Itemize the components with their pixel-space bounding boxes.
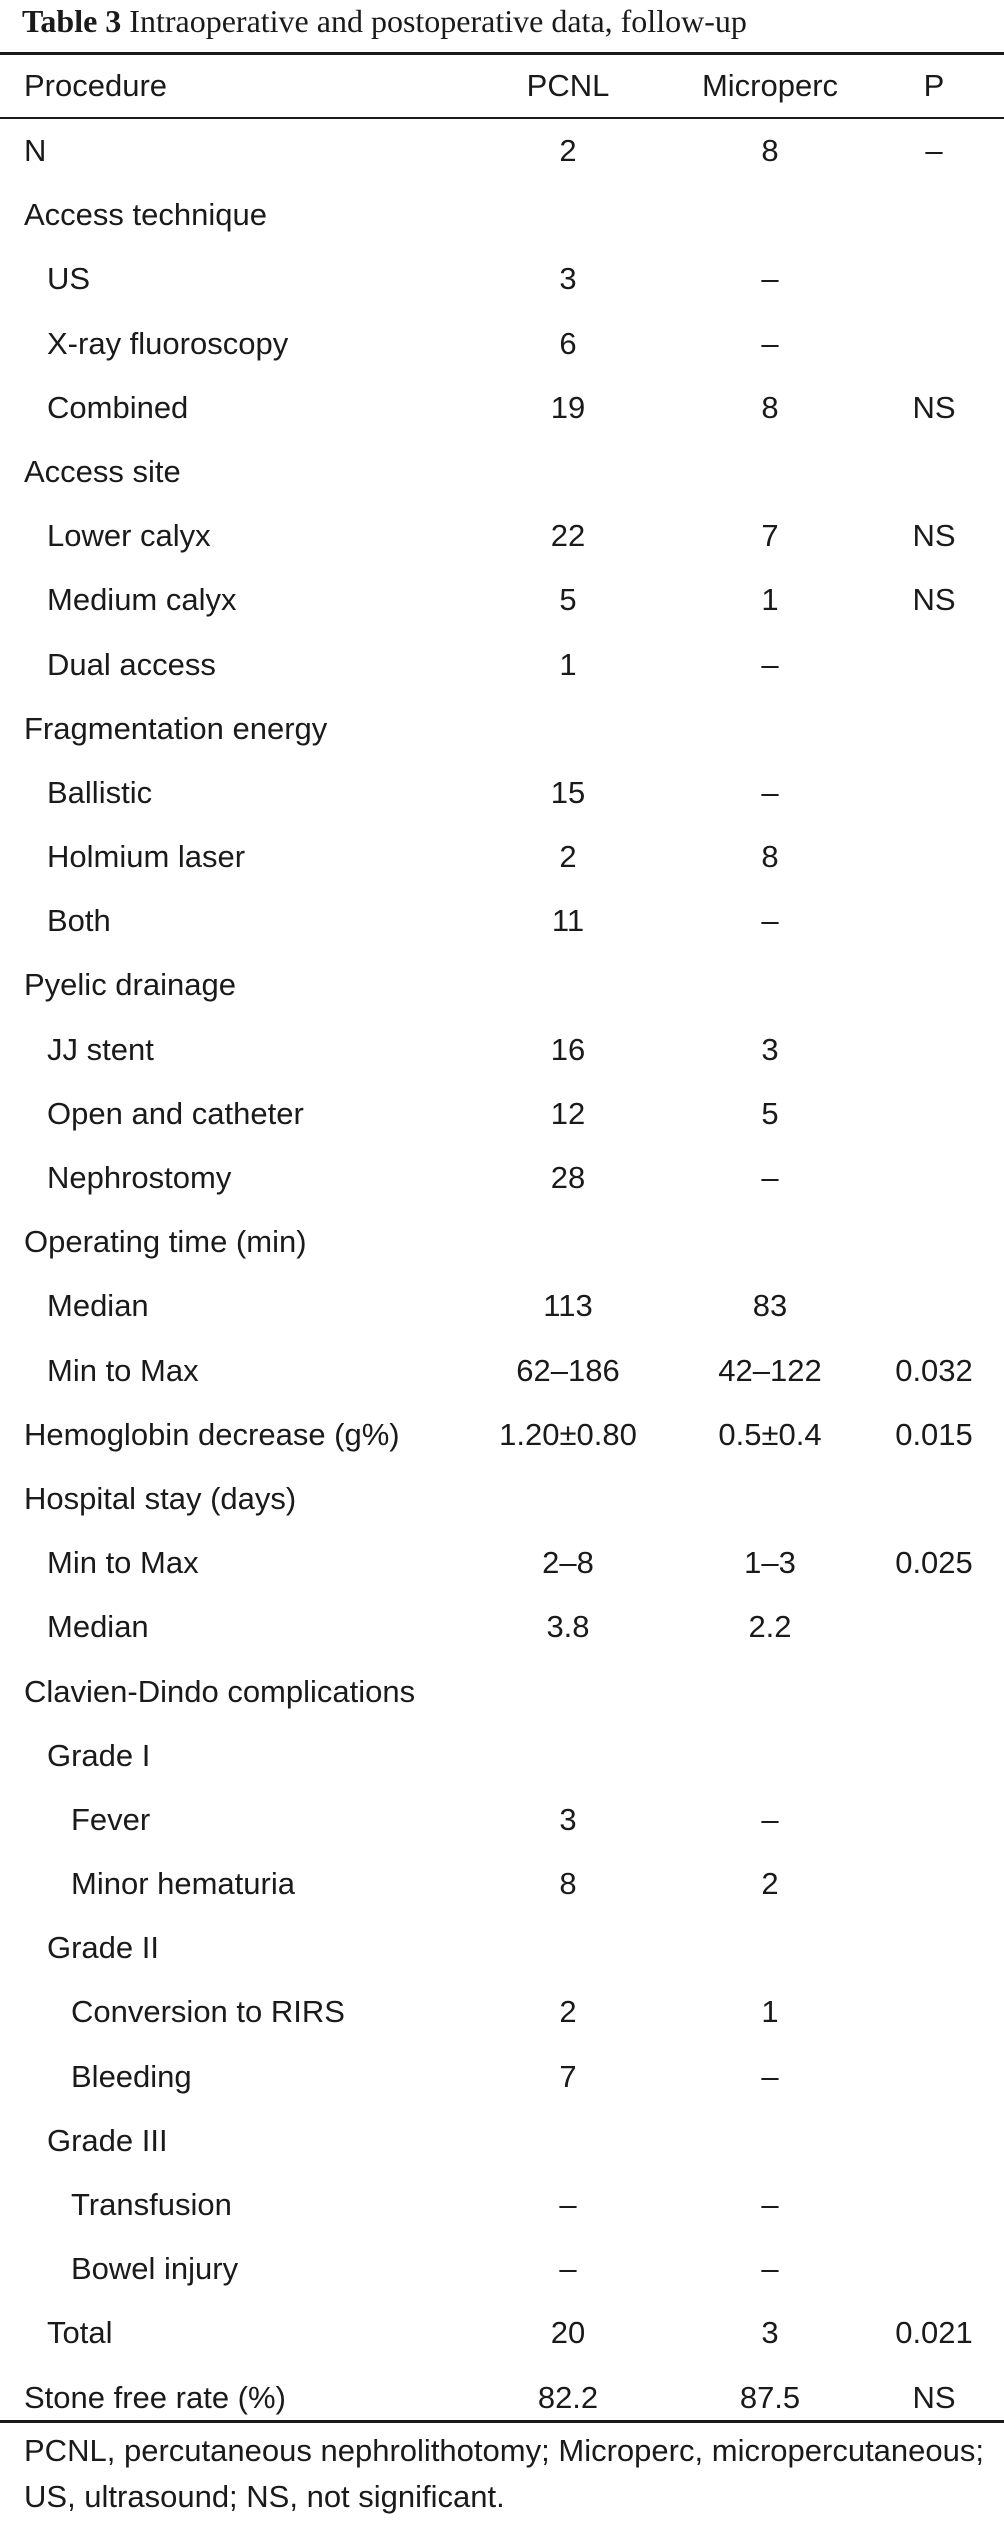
table-caption-label: Table 3 bbox=[22, 3, 122, 39]
row-label: Pyelic drainage bbox=[24, 967, 236, 1003]
row-label: Median bbox=[47, 1288, 149, 1324]
cell-pcnl bbox=[470, 1724, 666, 1788]
cell-p-value bbox=[870, 1916, 998, 1980]
header-p: P bbox=[923, 68, 945, 103]
row-label: Access site bbox=[24, 453, 181, 489]
row-label: Dual access bbox=[47, 646, 216, 682]
row-label: Conversion to RIRS bbox=[71, 1994, 345, 2030]
cell-p-value: NS bbox=[912, 582, 956, 618]
table-bottom-rule bbox=[0, 2420, 1004, 2423]
cell-pcnl: 12 bbox=[550, 1095, 586, 1131]
row-label: Nephrostomy bbox=[47, 1160, 232, 1195]
cell-microperc bbox=[672, 1660, 868, 1724]
row-label: Both bbox=[47, 903, 111, 939]
row-label: Grade I bbox=[47, 1737, 151, 1773]
cell-pcnl: 62–186 bbox=[516, 1352, 620, 1388]
cell-p-value: – bbox=[925, 133, 943, 168]
table-row bbox=[0, 697, 1004, 761]
table-row bbox=[0, 1788, 1004, 1852]
cell-microperc: 2.2 bbox=[748, 1609, 792, 1645]
row-label: Bowel injury bbox=[71, 2251, 239, 2287]
cell-p-value bbox=[870, 2045, 998, 2109]
cell-microperc bbox=[672, 183, 868, 247]
row-label: JJ stent bbox=[47, 1031, 154, 1067]
table-header-row bbox=[0, 55, 1004, 117]
cell-pcnl bbox=[470, 1660, 666, 1724]
row-label: Stone free rate (%) bbox=[24, 2379, 286, 2415]
cell-pcnl: 5 bbox=[559, 582, 577, 618]
row-label: Clavien-Dindo complications bbox=[24, 1673, 416, 1709]
cell-pcnl: 3.8 bbox=[546, 1609, 590, 1645]
table-body bbox=[0, 119, 1004, 2430]
cell-pcnl: 16 bbox=[550, 1031, 586, 1067]
cell-microperc: 2 bbox=[761, 1866, 779, 1902]
cell-p-value bbox=[870, 247, 998, 311]
table-row bbox=[0, 1467, 1004, 1531]
table-caption-text: Intraoperative and postoperative data, follow-up bbox=[129, 3, 747, 39]
cell-p-value bbox=[870, 1146, 998, 1210]
table-row bbox=[0, 119, 1004, 183]
cell-microperc: – bbox=[761, 774, 779, 810]
cell-pcnl bbox=[470, 183, 666, 247]
cell-microperc: – bbox=[761, 1801, 779, 1837]
table-row bbox=[0, 953, 1004, 1017]
cell-p-value bbox=[870, 183, 998, 247]
cell-pcnl: 8 bbox=[559, 1866, 577, 1902]
row-label: Fever bbox=[71, 1801, 151, 1837]
row-label: Lower calyx bbox=[47, 518, 211, 554]
table-row bbox=[0, 761, 1004, 825]
cell-pcnl bbox=[470, 1916, 666, 1980]
cell-p-value: NS bbox=[912, 518, 956, 554]
cell-microperc: – bbox=[761, 261, 779, 297]
row-label: US bbox=[47, 261, 91, 297]
cell-pcnl bbox=[470, 2109, 666, 2173]
table-row bbox=[0, 1018, 1004, 1082]
cell-pcnl: 2 bbox=[559, 133, 577, 168]
row-label: Operating time (min) bbox=[24, 1224, 307, 1260]
cell-microperc: – bbox=[761, 2058, 779, 2094]
cell-microperc: 0.5±0.4 bbox=[718, 1416, 822, 1452]
cell-pcnl: 2 bbox=[559, 839, 577, 875]
row-label: N bbox=[24, 133, 47, 168]
cell-pcnl: 7 bbox=[559, 2058, 577, 2094]
table-row bbox=[0, 312, 1004, 376]
row-label: Holmium laser bbox=[47, 839, 246, 875]
cell-microperc: 1–3 bbox=[744, 1545, 796, 1581]
cell-microperc: – bbox=[761, 2251, 779, 2287]
cell-microperc bbox=[672, 697, 868, 761]
table-row bbox=[0, 1531, 1004, 1595]
cell-pcnl: 3 bbox=[559, 1801, 577, 1837]
row-label: Min to Max bbox=[47, 1352, 199, 1388]
table-row bbox=[0, 568, 1004, 632]
cell-microperc: 83 bbox=[752, 1288, 788, 1324]
table-row bbox=[0, 1852, 1004, 1916]
cell-p-value: 0.021 bbox=[895, 2315, 973, 2351]
cell-p-value bbox=[870, 889, 998, 953]
cell-microperc: – bbox=[761, 2187, 779, 2222]
row-label: Combined bbox=[47, 389, 189, 425]
cell-p-value bbox=[870, 1980, 998, 2044]
cell-pcnl bbox=[470, 440, 666, 504]
cell-p-value bbox=[870, 953, 998, 1017]
table-row bbox=[0, 1082, 1004, 1146]
row-label: Grade II bbox=[47, 1930, 159, 1966]
cell-pcnl: 22 bbox=[550, 518, 586, 554]
cell-p-value bbox=[870, 1724, 998, 1788]
cell-p-value bbox=[870, 761, 998, 825]
cell-microperc: 8 bbox=[761, 133, 779, 168]
table-row bbox=[0, 1210, 1004, 1274]
cell-microperc bbox=[672, 1210, 868, 1274]
cell-microperc: 7 bbox=[761, 518, 779, 554]
cell-pcnl: 20 bbox=[550, 2315, 586, 2351]
table-row bbox=[0, 183, 1004, 247]
cell-microperc: 8 bbox=[761, 839, 779, 875]
cell-microperc bbox=[672, 1724, 868, 1788]
cell-microperc: – bbox=[761, 646, 779, 682]
cell-microperc bbox=[672, 1916, 868, 1980]
row-label: Median bbox=[47, 1609, 149, 1645]
cell-p-value bbox=[870, 1467, 998, 1531]
cell-microperc: 3 bbox=[761, 1031, 779, 1067]
cell-p-value: 0.015 bbox=[895, 1416, 973, 1452]
cell-p-value bbox=[870, 825, 998, 889]
cell-microperc bbox=[672, 440, 868, 504]
cell-p-value bbox=[870, 1274, 998, 1338]
table-row bbox=[0, 2173, 1004, 2237]
cell-p-value: NS bbox=[912, 389, 956, 425]
table-row bbox=[0, 1339, 1004, 1403]
table-row bbox=[0, 504, 1004, 568]
cell-p-value bbox=[870, 633, 998, 697]
row-label: Fragmentation energy bbox=[24, 710, 328, 746]
table-row bbox=[0, 889, 1004, 953]
table-row bbox=[0, 440, 1004, 504]
cell-microperc bbox=[672, 2109, 868, 2173]
cell-p-value bbox=[870, 1018, 998, 1082]
table-row bbox=[0, 376, 1004, 440]
cell-microperc: – bbox=[761, 325, 779, 361]
cell-p-value: 0.032 bbox=[895, 1352, 973, 1388]
table-row bbox=[0, 1274, 1004, 1338]
table-row bbox=[0, 1660, 1004, 1724]
cell-microperc: 42–122 bbox=[718, 1352, 822, 1388]
cell-pcnl: 15 bbox=[550, 774, 586, 810]
row-label: Access technique bbox=[24, 197, 267, 233]
table-row bbox=[0, 1980, 1004, 2044]
header-procedure: Procedure bbox=[24, 68, 168, 103]
cell-microperc: – bbox=[761, 1160, 779, 1195]
row-label: Transfusion bbox=[71, 2187, 232, 2222]
cell-pcnl: 6 bbox=[559, 325, 577, 361]
cell-p-value bbox=[870, 1082, 998, 1146]
header-pcnl: PCNL bbox=[526, 68, 610, 103]
cell-p-value bbox=[870, 440, 998, 504]
table-row bbox=[0, 2109, 1004, 2173]
cell-pcnl: 19 bbox=[550, 389, 586, 425]
cell-pcnl: 1.20±0.80 bbox=[499, 1416, 637, 1452]
cell-p-value bbox=[870, 1595, 998, 1659]
table-row bbox=[0, 1403, 1004, 1467]
cell-pcnl: 2 bbox=[559, 1994, 577, 2030]
cell-pcnl: 82.2 bbox=[537, 2379, 599, 2415]
cell-pcnl: 3 bbox=[559, 261, 577, 297]
row-label: Open and catheter bbox=[47, 1095, 304, 1131]
cell-microperc: 87.5 bbox=[739, 2379, 801, 2415]
table-footnote: PCNL, percutaneous nephrolithotomy; Microperc, micropercutaneous; US, ultrasound; NS, not significant. bbox=[24, 2433, 984, 2514]
table-row bbox=[0, 825, 1004, 889]
header-microperc: Microperc bbox=[701, 68, 839, 103]
cell-p-value: 0.025 bbox=[895, 1545, 973, 1581]
cell-pcnl: 1 bbox=[559, 646, 577, 682]
row-label: Grade III bbox=[47, 2122, 168, 2158]
table-caption bbox=[22, 0, 747, 42]
cell-p-value bbox=[870, 1210, 998, 1274]
cell-pcnl: 11 bbox=[551, 903, 585, 939]
cell-pcnl bbox=[470, 953, 666, 1017]
table-row bbox=[0, 2045, 1004, 2109]
row-label: Medium calyx bbox=[47, 582, 237, 618]
table-row bbox=[0, 2237, 1004, 2301]
row-label: Hospital stay (days) bbox=[24, 1480, 297, 1516]
cell-pcnl bbox=[470, 1467, 666, 1531]
cell-pcnl: – bbox=[559, 2251, 577, 2287]
cell-p-value bbox=[870, 2109, 998, 2173]
cell-microperc: 3 bbox=[761, 2315, 779, 2351]
cell-p-value bbox=[870, 312, 998, 376]
cell-p-value bbox=[870, 697, 998, 761]
cell-pcnl bbox=[470, 1210, 666, 1274]
row-label: Total bbox=[47, 2315, 113, 2351]
cell-p-value: NS bbox=[912, 2379, 956, 2415]
cell-p-value bbox=[870, 2173, 998, 2237]
cell-microperc bbox=[672, 1467, 868, 1531]
table-row bbox=[0, 1916, 1004, 1980]
cell-p-value bbox=[870, 2237, 998, 2301]
cell-p-value bbox=[870, 1660, 998, 1724]
cell-p-value bbox=[870, 1852, 998, 1916]
cell-pcnl: 28 bbox=[550, 1160, 586, 1195]
row-label: Hemoglobin decrease (g%) bbox=[24, 1416, 400, 1452]
table-row bbox=[0, 2301, 1004, 2365]
cell-p-value bbox=[870, 1788, 998, 1852]
cell-microperc: 1 bbox=[761, 582, 779, 618]
cell-microperc: – bbox=[761, 903, 779, 939]
table-row bbox=[0, 1724, 1004, 1788]
row-label: Ballistic bbox=[47, 774, 153, 810]
cell-pcnl: 2–8 bbox=[542, 1545, 594, 1581]
row-label: Bleeding bbox=[71, 2058, 192, 2094]
cell-microperc: 1 bbox=[761, 1994, 779, 2030]
table-row bbox=[0, 1595, 1004, 1659]
table-row bbox=[0, 633, 1004, 697]
row-label: X-ray fluoroscopy bbox=[47, 325, 289, 361]
cell-microperc: 5 bbox=[761, 1095, 779, 1131]
cell-microperc: 8 bbox=[761, 389, 779, 425]
row-label: Min to Max bbox=[47, 1545, 199, 1581]
table-row bbox=[0, 247, 1004, 311]
cell-pcnl bbox=[470, 697, 666, 761]
table-row bbox=[0, 1146, 1004, 1210]
cell-microperc bbox=[672, 953, 868, 1017]
row-label: Minor hematuria bbox=[71, 1866, 295, 1902]
cell-pcnl: 113 bbox=[543, 1288, 593, 1324]
cell-pcnl: – bbox=[559, 2187, 577, 2222]
